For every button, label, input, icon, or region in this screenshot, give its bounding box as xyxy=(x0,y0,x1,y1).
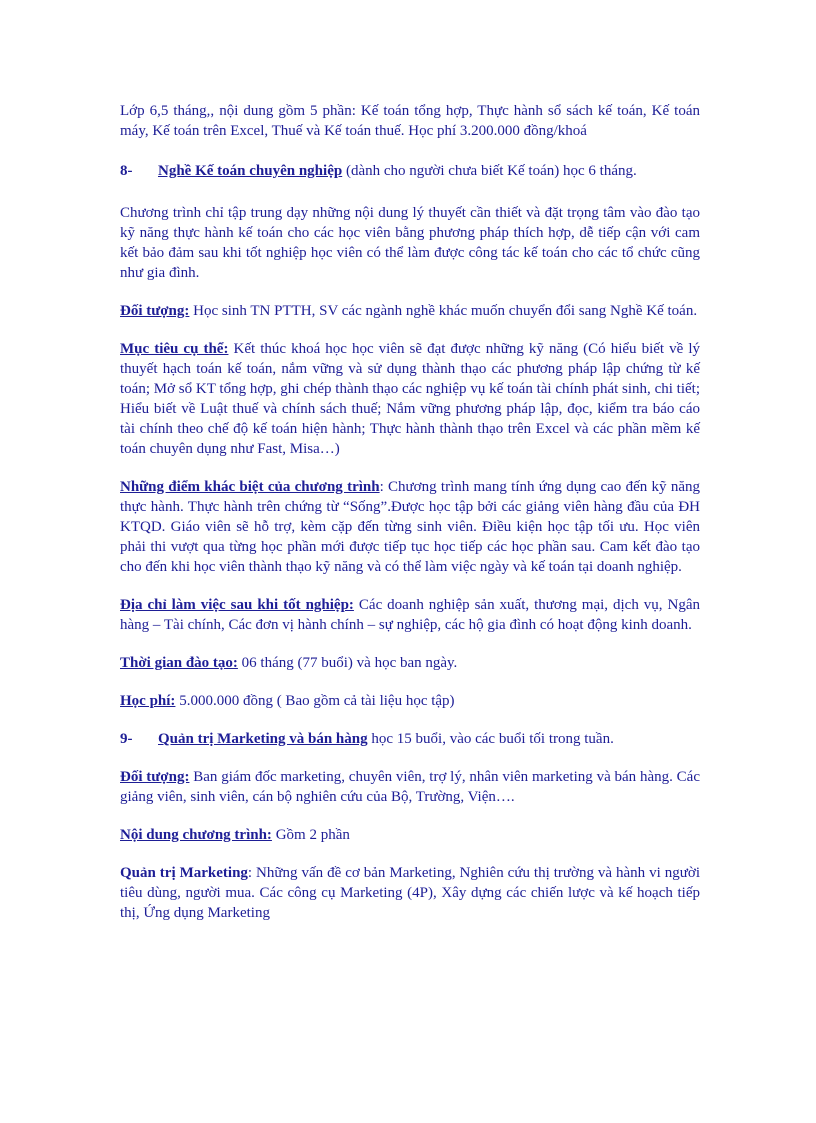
course-8-audience xyxy=(120,301,700,321)
course-8-fee xyxy=(120,691,700,711)
goals-label: Mục tiêu cụ thể: xyxy=(120,341,229,357)
course-8-differences xyxy=(120,477,700,577)
workplace-text: Các doanh nghiệp sản xuất, thương mại, dịch vụ, Ngân hàng – Tài chính, Các đơn vị hành chính – sự nghiệp, các hộ gia đình có hoạt động kinh doanh. xyxy=(120,597,700,633)
course-8-goals xyxy=(120,339,700,459)
duration-text: 06 tháng (77 buổi) và học ban ngày. xyxy=(237,655,458,671)
document-page xyxy=(120,101,700,923)
differences-label: Những điểm khác biệt của chương trình xyxy=(120,479,380,495)
course-9-title-rest: học 15 buổi, vào các buổi tối trong tuần. xyxy=(367,731,614,747)
goals-text: Kết thúc khoá học học viên sẽ đạt được những kỹ năng (Có hiểu biết về lý thuyết hạch toán kế toán, nắm vững và sử dụng thành thạo các phương pháp lập chứng từ kế toán; Mở sổ KT tổng hợp, ghi chép thành thạo các nghiệp vụ kế toán tài chính phát sinh, chi tiết; Hiểu biết về Luật thuế và chính sách thuế; Nắm vững phương pháp lập, đọc, kiểm tra báo cáo tài chính theo chế độ kế toán hiện hành; Thực hành thành thạo trên Excel và các phần mềm kế toán chuyên dụng như Fast, Misa…) xyxy=(120,341,700,457)
course-8-duration xyxy=(120,653,700,673)
course-8-number: 8- xyxy=(120,163,133,179)
intro-paragraph: Lớp 6,5 tháng,, nội dung gồm 5 phần: Kế toán tổng hợp, Thực hành sổ sách kế toán, Kế toán máy, Kế toán trên Excel, Thuế và Kế toán thuế. Học phí 3.200.000 đồng/khoá xyxy=(120,103,700,139)
audience-text: Ban giám đốc marketing, chuyên viên, trợ lý, nhân viên marketing và bán hàng. Các giảng viên, sinh viên, cán bộ nghiên cứu của Bộ, Trường, Viện…. xyxy=(120,769,700,805)
course-8-heading xyxy=(120,161,700,181)
course-8-workplace xyxy=(120,595,700,635)
audience-label: Đối tượng: xyxy=(120,769,190,785)
course-9-number: 9- xyxy=(120,731,133,747)
course-8-title: Nghề Kế toán chuyên nghiệp xyxy=(158,163,343,179)
workplace-label: Địa chỉ làm việc sau khi tốt nghiệp: xyxy=(120,597,354,613)
audience-label: Đối tượng: xyxy=(120,303,190,319)
fee-label: Học phí: xyxy=(120,693,176,709)
part1-label: Quản trị Marketing xyxy=(120,865,248,881)
audience-text: Học sinh TN PTTH, SV các ngành nghề khác muốn chuyển đổi sang Nghề Kế toán. xyxy=(189,303,698,319)
course-8-description: Chương trình chỉ tập trung dạy những nội dung lý thuyết cần thiết và đặt trọng tâm vào đào tạo kỹ năng thực hành kế toán cho các học viên bằng phương pháp thích hợp, dễ tiếp cận với cam kết bảo đảm sau khi tốt nghiệp học viên có thể làm được công tác kế toán cho các tổ chức cũng như gia đình. xyxy=(120,205,700,281)
part1-text: : Những vấn đề cơ bản Marketing, Nghiên cứu thị trường và hành vi người tiêu dùng, người mua. Các công cụ Marketing (4P), Xây dựng các chiến lược và kế hoạch tiếp thị, Ứng dụng Marketing xyxy=(120,865,700,921)
differences-text: : Chương trình mang tính ứng dụng cao đến kỹ năng thực hành. Thực hành trên chứng từ “Sống”.Được học tập bởi các giảng viên hàng đầu của ĐH KTQD. Giáo viên sẽ hỗ trợ, kèm cặp đến từng sinh viên. Điều kiện học tập tối ưu. Học viên phải thi vượt qua từng học phần mới được tiếp tục học tiếp các học phần sau. Cam kết đào tạo cho đến khi học viên thành thạo kỹ năng và có thể làm việc ngày và kế toán tại doanh nghiệp. xyxy=(120,479,700,575)
course-9-part1 xyxy=(120,863,700,923)
course-9-audience xyxy=(120,767,700,807)
fee-text: 5.000.000 đồng ( Bao gồm cả tài liệu học tập) xyxy=(175,693,455,709)
content-text: Gồm 2 phần xyxy=(271,827,350,843)
course-8-title-rest: (dành cho người chưa biết Kế toán) học 6 tháng. xyxy=(342,163,637,179)
duration-label: Thời gian đào tạo: xyxy=(120,655,238,671)
course-9-title: Quản trị Marketing và bán hàng xyxy=(158,731,368,747)
course-9-heading xyxy=(120,729,700,749)
content-label: Nội dung chương trình: xyxy=(120,827,272,843)
course-9-content xyxy=(120,825,700,845)
